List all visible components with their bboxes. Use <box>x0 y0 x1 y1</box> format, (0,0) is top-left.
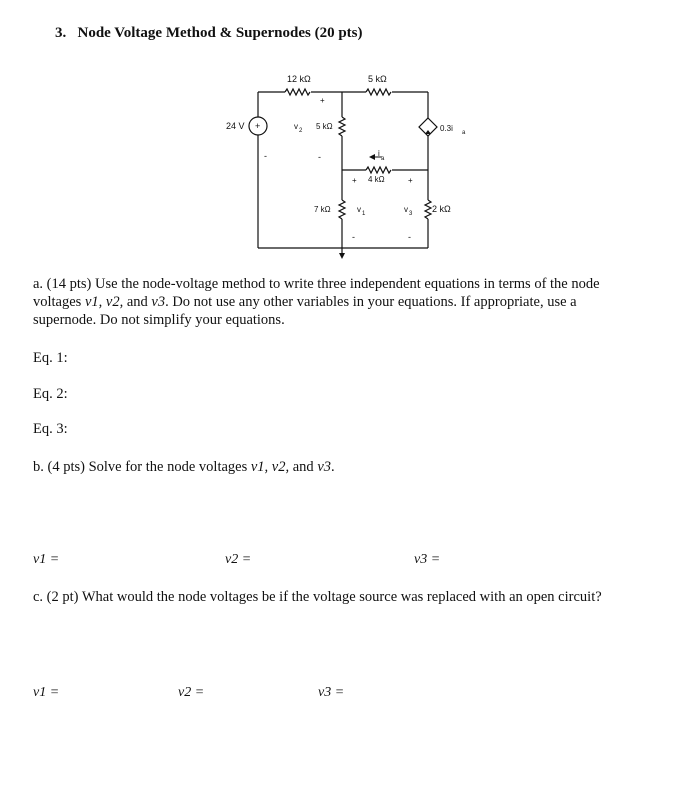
part-b-end: . <box>331 459 335 475</box>
part-a-vars: v1, v2, <box>84 294 124 310</box>
part-b-v3: v3 <box>317 459 331 475</box>
part-b-vars: v1, v2, <box>250 459 290 475</box>
part-b-v1-answer: v1 = <box>33 552 60 567</box>
v1-sub: 1 <box>362 211 366 217</box>
r-top-right-label: 5 kΩ <box>368 74 387 84</box>
v2-minus: - <box>318 152 321 162</box>
part-b-v2-answer: v2 = <box>225 552 252 567</box>
part-c-text: c. (2 pt) What would the node voltages be if the voltage source was replaced with an open circuit? <box>33 589 602 605</box>
circuit-diagram <box>0 0 700 260</box>
source-plus: + <box>255 121 261 131</box>
v3-plus: + <box>408 176 413 185</box>
v3-sub: 3 <box>409 211 413 217</box>
part-c-v3-answer: v3 = <box>318 685 345 700</box>
source-minus: - <box>264 151 267 161</box>
v1-plus: + <box>352 176 357 185</box>
part-c-v1-answer: v1 = <box>33 685 60 700</box>
part-c-v2-answer: v2 = <box>178 685 205 700</box>
r-right-label: 2 kΩ <box>432 204 451 214</box>
part-a-text <box>33 275 633 329</box>
v3-minus: - <box>408 232 411 242</box>
r-top-left-label: 12 kΩ <box>287 74 311 84</box>
v3-label: v <box>404 205 408 214</box>
eq1-label: Eq. 1: <box>33 350 68 366</box>
part-b-intro: b. (4 pts) Solve for the node voltages <box>33 459 248 475</box>
part-b-v3-answer: v3 = <box>414 552 441 567</box>
part-b-text <box>33 459 335 476</box>
current-label: i <box>378 149 380 158</box>
v2-label: v <box>294 122 298 131</box>
dependent-source-sub: a <box>462 130 466 136</box>
current-sub: a <box>381 156 385 162</box>
eq3-label: Eq. 3: <box>33 421 68 437</box>
part-a-v3: v3 <box>151 294 166 310</box>
r-bottom-left-label: 7 kΩ <box>314 205 331 214</box>
r-middle-label: 5 kΩ <box>316 122 333 131</box>
source-voltage-label: 24 V <box>226 121 245 131</box>
v2-sub: 2 <box>299 128 303 134</box>
r-horizontal-label: 4 kΩ <box>368 175 385 184</box>
part-a-rest: . Do not use any other variables in your equations. If appropriate, use a supernode. Do not simplify your equations. <box>33 294 577 328</box>
v1-minus: - <box>352 232 355 242</box>
v1-label: v <box>357 205 361 214</box>
part-a-intro: a. (14 pts) Use the node-voltage method to write three independent equations in terms of the node voltages <box>33 276 600 310</box>
problem-heading: Node Voltage Method & Supernodes (20 pts) <box>77 25 363 41</box>
part-b-and: and <box>292 459 314 475</box>
dependent-source-label: 0.3i <box>440 124 453 133</box>
problem-number: 3. <box>55 25 67 41</box>
part-a-and: and <box>126 294 148 310</box>
v2-plus: + <box>320 96 325 105</box>
eq2-label: Eq. 2: <box>33 386 68 402</box>
